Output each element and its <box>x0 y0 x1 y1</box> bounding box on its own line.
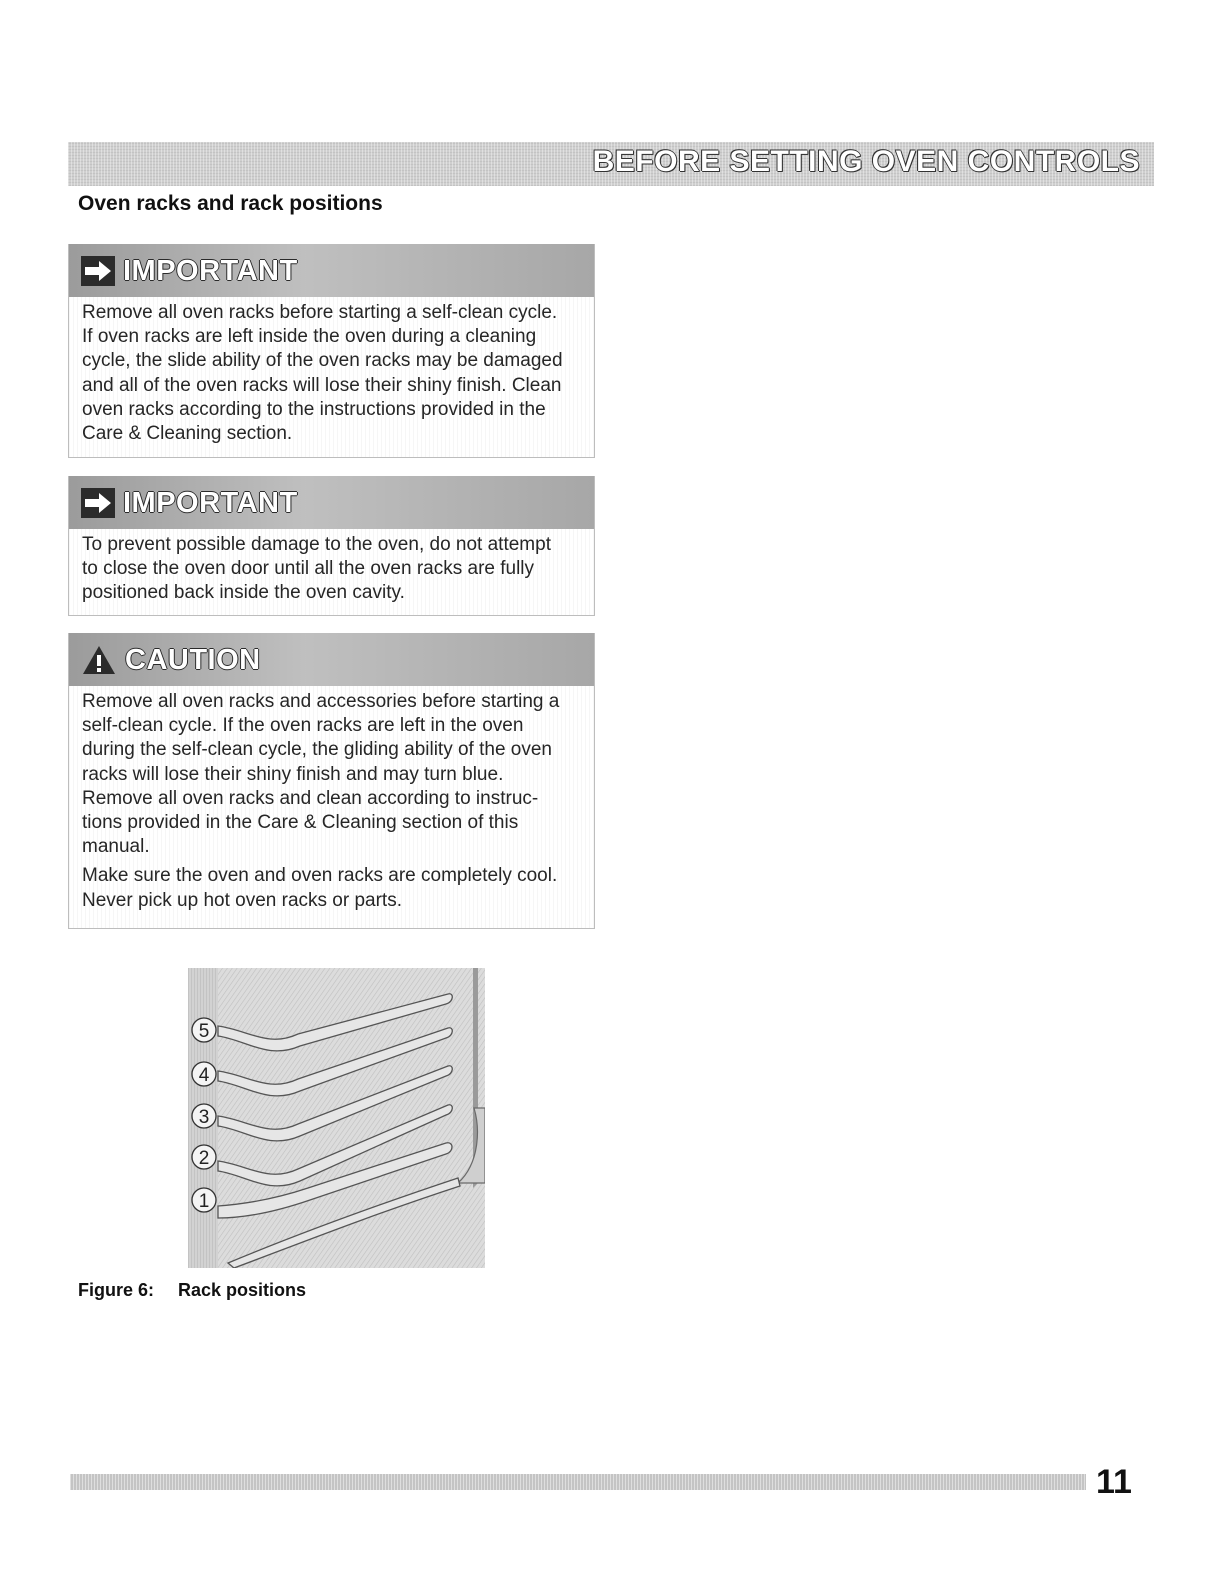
rack-position-1 <box>192 1188 216 1212</box>
rack-label: 3 <box>198 1107 210 1128</box>
rack-label: 1 <box>198 1191 210 1212</box>
notice-line: positioned back inside the oven cavity. <box>82 582 405 604</box>
important-notice-2 <box>68 476 595 616</box>
notice-header <box>69 244 594 297</box>
rack-label: 5 <box>198 1021 210 1042</box>
page-title: BEFORE SETTING OVEN CONTROLS <box>592 145 1140 178</box>
rack-position-2 <box>192 1145 216 1169</box>
notice-line: Remove all oven racks and accessories before starting a <box>82 691 560 712</box>
warning-triangle-icon <box>81 644 117 676</box>
notice-line: during the self-clean cycle, the gliding ability of the oven <box>82 739 552 761</box>
footer-bar <box>70 1474 1086 1490</box>
page-number: 11 <box>1096 1463 1132 1501</box>
notice-paragraph <box>82 864 582 912</box>
notice-line: Never pick up hot oven racks or parts. <box>82 889 402 911</box>
figure-title: Rack positions <box>178 1280 307 1300</box>
notice-line: Remove all oven racks and clean according to instruc- <box>82 787 539 809</box>
notice-line: To prevent possible damage to the oven, do not attempt <box>82 534 551 555</box>
notice-line: racks will lose their shiny finish and may turn blue. <box>82 763 504 785</box>
oven-interior-illustration <box>188 968 485 1268</box>
section-header-bar <box>68 142 1154 186</box>
rack-positions-figure <box>188 968 485 1268</box>
notice-line: If oven racks are left inside the oven during a cleaning <box>82 326 537 348</box>
notice-line: manual. <box>82 836 150 858</box>
notice-line: self-clean cycle. If the oven racks are left in the oven <box>82 715 524 737</box>
rack-position-5 <box>192 1018 216 1042</box>
figure-caption <box>78 1280 306 1301</box>
rack-position-4 <box>192 1062 216 1086</box>
rack-label: 4 <box>198 1065 210 1086</box>
notice-label: CAUTION <box>125 643 261 676</box>
notice-body <box>69 297 594 454</box>
figure-number: Figure 6: <box>78 1280 155 1300</box>
arrow-right-icon <box>81 488 115 518</box>
notice-paragraph <box>82 690 582 859</box>
notice-label: IMPORTANT <box>123 486 298 519</box>
notice-line: tions provided in the Care & Cleaning section of this <box>82 812 519 834</box>
notice-line: to close the oven door until all the oven racks are fully <box>82 558 535 580</box>
rack-position-3 <box>192 1104 216 1128</box>
rack-label: 2 <box>198 1148 210 1169</box>
caution-notice <box>68 633 595 929</box>
notice-header <box>69 476 594 529</box>
important-notice-1 <box>68 244 595 458</box>
notice-body <box>69 529 594 614</box>
notice-header <box>69 633 594 686</box>
notice-line: Remove all oven racks before starting a self-clean cycle. <box>82 302 558 323</box>
notice-line: oven racks according to the instructions provided in the <box>82 398 546 420</box>
arrow-right-icon <box>81 256 115 286</box>
notice-body <box>69 686 594 921</box>
notice-line: Make sure the oven and oven racks are completely cool. <box>82 865 558 887</box>
section-heading: Oven racks and rack positions <box>78 192 383 215</box>
notice-line: Care & Cleaning section. <box>82 423 293 445</box>
notice-label: IMPORTANT <box>123 254 298 287</box>
notice-line: cycle, the slide ability of the oven racks may be damaged <box>82 350 563 372</box>
notice-line: and all of the oven racks will lose their shiny finish. Clean <box>82 374 562 396</box>
